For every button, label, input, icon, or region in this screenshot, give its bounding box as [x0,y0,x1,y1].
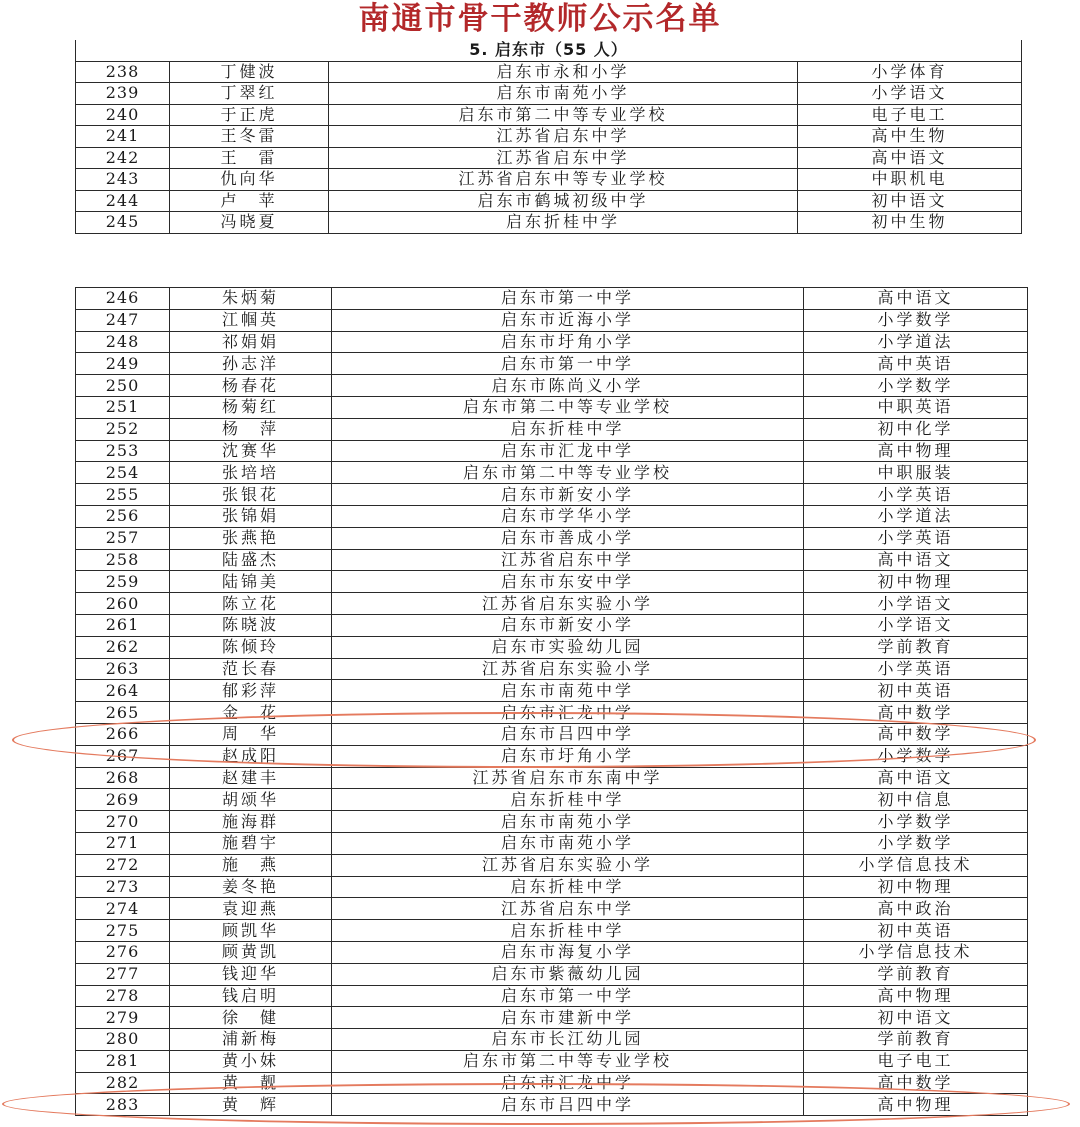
cell-school: 启东市第二中等专业学校 [332,396,804,418]
cell-subject: 初中信息 [804,789,1028,811]
cell-number: 246 [76,288,170,310]
cell-name: 赵建丰 [170,767,332,789]
cell-number: 268 [76,767,170,789]
cell-school: 启东市汇龙中学 [332,702,804,724]
table-row [76,375,1028,397]
cell-subject: 学前教育 [804,963,1028,985]
cell-school: 启东市第一中学 [332,353,804,375]
cell-name: 范长春 [170,658,332,680]
cell-number: 278 [76,985,170,1007]
cell-name: 江帼英 [170,309,332,331]
cell-school: 启东市南苑中学 [332,680,804,702]
cell-subject: 学前教育 [804,1029,1028,1051]
cell-number: 249 [76,353,170,375]
cell-subject: 中职英语 [804,396,1028,418]
teacher-table-bottom-body [76,288,1028,1116]
table-row [76,898,1028,920]
cell-number: 273 [76,876,170,898]
table-row [76,331,1028,353]
cell-subject: 初中语文 [804,1007,1028,1029]
cell-name: 顾凯华 [170,920,332,942]
cell-school: 启东市汇龙中学 [332,440,804,462]
cell-number: 274 [76,898,170,920]
cell-school: 启东市学华小学 [332,505,804,527]
cell-name: 冯晓夏 [170,212,329,234]
cell-name: 沈赛华 [170,440,332,462]
cell-school: 启东折桂中学 [329,212,798,234]
cell-number: 258 [76,549,170,571]
cell-number: 271 [76,832,170,854]
cell-name: 张锦娟 [170,505,332,527]
cell-name: 丁健波 [170,61,329,83]
cell-school: 江苏省启东实验小学 [332,593,804,615]
cell-name: 周 华 [170,723,332,745]
cell-subject: 小学数学 [804,375,1028,397]
cell-name: 张培培 [170,462,332,484]
cell-number: 275 [76,920,170,942]
cell-number: 259 [76,571,170,593]
cell-subject: 小学数学 [804,811,1028,833]
cell-number: 244 [76,190,170,212]
table-row [76,963,1028,985]
cell-subject: 小学信息技术 [804,854,1028,876]
cell-name: 王 雷 [170,147,329,169]
cell-name: 祁娟娟 [170,331,332,353]
cell-subject: 高中生物 [798,126,1022,148]
cell-school: 启东市第二中等专业学校 [329,104,798,126]
cell-subject: 小学信息技术 [804,941,1028,963]
table-row [76,418,1028,440]
cell-name: 施 燕 [170,854,332,876]
cell-name: 卢 苹 [170,190,329,212]
cell-number: 265 [76,702,170,724]
table-row [76,702,1028,724]
table-row [76,396,1028,418]
cell-name: 黄 靓 [170,1072,332,1094]
cell-school: 启东市东安中学 [332,571,804,593]
table-row [76,288,1028,310]
cell-school: 启东市新安小学 [332,484,804,506]
cell-school: 启东市南苑小学 [332,832,804,854]
cell-subject: 高中物理 [804,440,1028,462]
cell-school: 启东市吕四中学 [332,723,804,745]
cell-number: 248 [76,331,170,353]
cell-number: 245 [76,212,170,234]
cell-name: 陈晓波 [170,614,332,636]
table-row [76,811,1028,833]
cell-number: 262 [76,636,170,658]
cell-name: 袁迎燕 [170,898,332,920]
cell-name: 陈立花 [170,593,332,615]
cell-name: 朱炳菊 [170,288,332,310]
cell-school: 江苏省启东实验小学 [332,658,804,680]
cell-school: 启东市汇龙中学 [332,1072,804,1094]
cell-subject: 小学语文 [804,614,1028,636]
cell-school: 启东市实验幼儿园 [332,636,804,658]
section-heading-row [76,40,1022,61]
cell-school: 江苏省启东市东南中学 [332,767,804,789]
cell-school: 启东市永和小学 [329,61,798,83]
cell-subject: 小学数学 [804,309,1028,331]
cell-name: 孙志洋 [170,353,332,375]
cell-school: 启东市鹤城初级中学 [329,190,798,212]
cell-subject: 小学数学 [804,745,1028,767]
cell-number: 277 [76,963,170,985]
cell-name: 杨菊红 [170,396,332,418]
cell-school: 启东市第二中等专业学校 [332,1050,804,1072]
cell-subject: 高中语文 [804,288,1028,310]
cell-subject: 高中英语 [804,353,1028,375]
table-row [76,440,1028,462]
table-row [76,212,1022,234]
cell-school: 启东市长江幼儿园 [332,1029,804,1051]
table-row [76,462,1028,484]
cell-subject: 初中物理 [804,876,1028,898]
cell-subject: 小学英语 [804,484,1028,506]
cell-number: 250 [76,375,170,397]
cell-subject: 小学英语 [804,527,1028,549]
cell-subject: 初中英语 [804,680,1028,702]
cell-number: 241 [76,126,170,148]
cell-number: 264 [76,680,170,702]
cell-school: 启东折桂中学 [332,418,804,440]
cell-number: 243 [76,169,170,191]
cell-name: 钱迎华 [170,963,332,985]
table-row [76,832,1028,854]
cell-name: 王冬雷 [170,126,329,148]
cell-subject: 中职服装 [804,462,1028,484]
cell-name: 张银花 [170,484,332,506]
cell-subject: 中职机电 [798,169,1022,191]
table-row [76,1094,1028,1116]
cell-name: 施海群 [170,811,332,833]
table-row [76,126,1022,148]
table-row [76,789,1028,811]
teacher-table-top [75,40,1022,234]
cell-name: 张燕艳 [170,527,332,549]
table-row [76,941,1028,963]
cell-number: 266 [76,723,170,745]
cell-number: 263 [76,658,170,680]
cell-name: 陆锦美 [170,571,332,593]
cell-number: 260 [76,593,170,615]
cell-school: 启东市南苑小学 [329,83,798,105]
cell-subject: 初中英语 [804,920,1028,942]
cell-subject: 小学体育 [798,61,1022,83]
table-row [76,658,1028,680]
cell-school: 启东市紫薇幼儿园 [332,963,804,985]
cell-number: 256 [76,505,170,527]
cell-name: 丁翠红 [170,83,329,105]
cell-school: 启东市圩角小学 [332,745,804,767]
cell-school: 启东市南苑小学 [332,811,804,833]
cell-subject: 高中语文 [798,147,1022,169]
cell-name: 郁彩萍 [170,680,332,702]
cell-school: 江苏省启东中学 [329,147,798,169]
cell-name: 金 花 [170,702,332,724]
cell-number: 272 [76,854,170,876]
cell-name: 施碧宇 [170,832,332,854]
table-row [76,83,1022,105]
table-row [76,854,1028,876]
cell-subject: 高中数学 [804,1072,1028,1094]
cell-subject: 小学道法 [804,331,1028,353]
cell-subject: 初中物理 [804,571,1028,593]
table-row [76,876,1028,898]
cell-subject: 小学道法 [804,505,1028,527]
cell-school: 江苏省启东中学 [332,549,804,571]
cell-school: 启东折桂中学 [332,920,804,942]
cell-subject: 学前教育 [804,636,1028,658]
cell-name: 姜冬艳 [170,876,332,898]
cell-number: 253 [76,440,170,462]
cell-number: 276 [76,941,170,963]
cell-name: 黄 辉 [170,1094,332,1116]
table-row [76,593,1028,615]
cell-name: 顾黄凯 [170,941,332,963]
table-row [76,1072,1028,1094]
cell-subject: 高中政治 [804,898,1028,920]
cell-subject: 小学数学 [804,832,1028,854]
cell-name: 徐 健 [170,1007,332,1029]
table-row [76,353,1028,375]
cell-number: 252 [76,418,170,440]
table-row [76,169,1022,191]
table-row [76,571,1028,593]
cell-subject: 初中生物 [798,212,1022,234]
cell-number: 251 [76,396,170,418]
table-row [76,309,1028,331]
cell-number: 269 [76,789,170,811]
cell-subject: 小学语文 [798,83,1022,105]
table-row [76,985,1028,1007]
table-row [76,147,1022,169]
cell-subject: 高中数学 [804,702,1028,724]
table-row [76,920,1028,942]
cell-number: 254 [76,462,170,484]
cell-school: 江苏省启东实验小学 [332,854,804,876]
cell-school: 启东折桂中学 [332,789,804,811]
cell-name: 仇向华 [170,169,329,191]
cell-school: 启东市近海小学 [332,309,804,331]
table-row [76,104,1022,126]
cell-subject: 高中物理 [804,1094,1028,1116]
cell-subject: 小学语文 [804,593,1028,615]
cell-number: 242 [76,147,170,169]
cell-number: 281 [76,1050,170,1072]
cell-number: 280 [76,1029,170,1051]
cell-number: 267 [76,745,170,767]
cell-school: 启东市第一中学 [332,288,804,310]
cell-school: 启东市第二中等专业学校 [332,462,804,484]
table-row [76,61,1022,83]
cell-name: 陆盛杰 [170,549,332,571]
cell-name: 浦新梅 [170,1029,332,1051]
teacher-table-bottom [75,287,1028,1116]
cell-number: 283 [76,1094,170,1116]
cell-school: 江苏省启东中等专业学校 [329,169,798,191]
table-row [76,1029,1028,1051]
cell-school: 江苏省启东中学 [329,126,798,148]
section-heading: 5. 启东市（55 人） [76,40,1022,61]
table-row [76,723,1028,745]
cell-name: 胡颂华 [170,789,332,811]
cell-school: 启东市圩角小学 [332,331,804,353]
cell-number: 282 [76,1072,170,1094]
table-row [76,636,1028,658]
table-row [76,505,1028,527]
cell-school: 启东市海复小学 [332,941,804,963]
cell-name: 黄小妹 [170,1050,332,1072]
cell-subject: 初中化学 [804,418,1028,440]
cell-school: 启东折桂中学 [332,876,804,898]
cell-subject: 高中物理 [804,985,1028,1007]
cell-subject: 高中语文 [804,767,1028,789]
cell-school: 启东市建新中学 [332,1007,804,1029]
table-row [76,549,1028,571]
cell-name: 杨 萍 [170,418,332,440]
cell-number: 239 [76,83,170,105]
cell-name: 于正虎 [170,104,329,126]
table-row [76,614,1028,636]
table-row [76,680,1028,702]
cell-number: 255 [76,484,170,506]
teacher-table-top-body [76,40,1022,233]
cell-number: 240 [76,104,170,126]
cell-subject: 高中数学 [804,723,1028,745]
cell-number: 279 [76,1007,170,1029]
table-row [76,190,1022,212]
table-row [76,745,1028,767]
cell-name: 赵成阳 [170,745,332,767]
cell-school: 江苏省启东中学 [332,898,804,920]
cell-number: 238 [76,61,170,83]
cell-number: 247 [76,309,170,331]
table-row [76,1050,1028,1072]
table-row [76,527,1028,549]
cell-school: 启东市新安小学 [332,614,804,636]
cell-subject: 高中语文 [804,549,1028,571]
cell-name: 钱启明 [170,985,332,1007]
cell-subject: 小学英语 [804,658,1028,680]
cell-number: 261 [76,614,170,636]
table-row [76,767,1028,789]
table-row [76,484,1028,506]
cell-number: 257 [76,527,170,549]
cell-number: 270 [76,811,170,833]
cell-school: 启东市善成小学 [332,527,804,549]
cell-subject: 电子电工 [804,1050,1028,1072]
document-title: 南通市骨干教师公示名单 [358,1,722,37]
cell-name: 杨春花 [170,375,332,397]
cell-subject: 初中语文 [798,190,1022,212]
cell-school: 启东市陈尚义小学 [332,375,804,397]
cell-subject: 电子电工 [798,104,1022,126]
cell-name: 陈倾玲 [170,636,332,658]
table-row [76,1007,1028,1029]
cell-school: 启东市第一中学 [332,985,804,1007]
cell-school: 启东市吕四中学 [332,1094,804,1116]
